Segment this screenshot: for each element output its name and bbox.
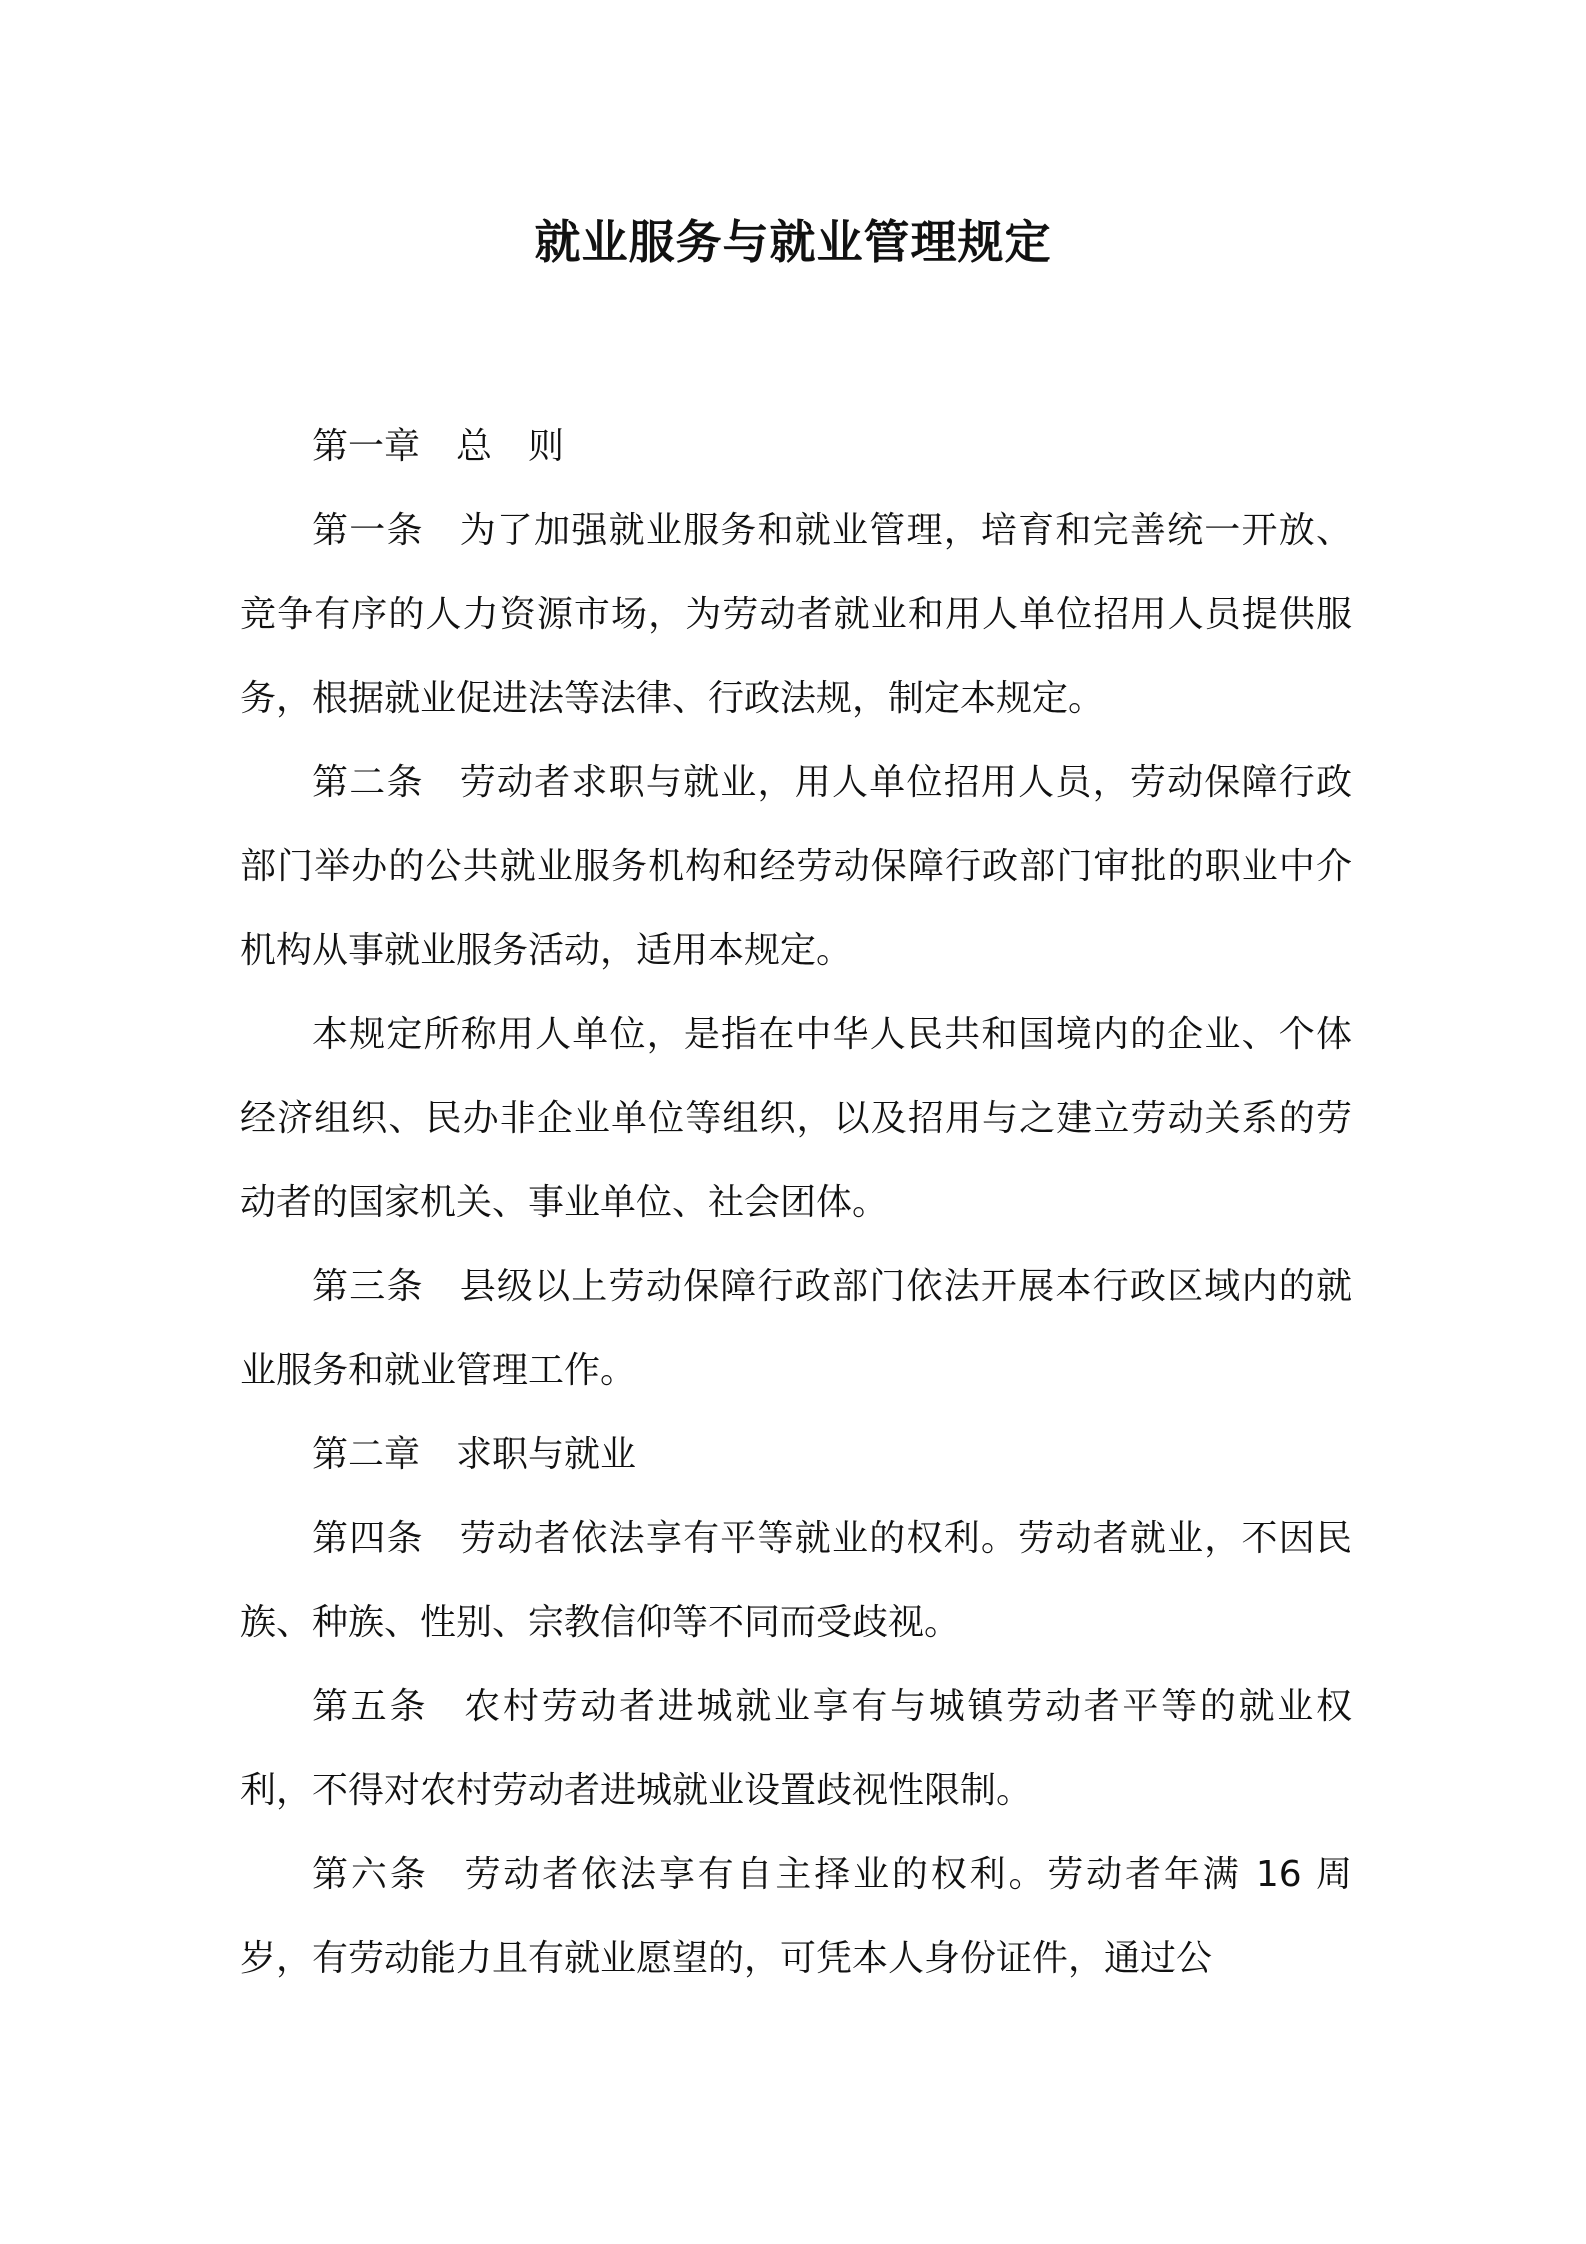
article-label: 第四条 (312, 1518, 424, 1559)
article-text: 为了加强就业服务和就业管理，培育和完善统一开放、竞争有序的人力资源市场，为劳动者就业和用人单位招用人员提供服务，根据就业促进法等法律、行政法规，制定本规定。 (240, 510, 1352, 719)
article-paragraph (240, 1245, 1352, 1413)
chapter-label: 第一章 (312, 426, 421, 467)
document-body (240, 405, 1352, 2001)
document-title: 就业服务与就业管理规定 (534, 215, 1052, 269)
article-text: 劳动者求职与就业，用人单位招用人员，劳动保障行政部门举办的公共就业服务机构和经劳动保障行政部门审批的职业中介机构从事就业服务活动，适用本规定。 (240, 762, 1352, 971)
article-label: 第二条 (312, 762, 424, 803)
article-paragraph (240, 489, 1352, 741)
article-paragraph (240, 1833, 1352, 2001)
chapter-heading-2 (240, 1413, 1352, 1497)
chapter-title-part: 总 (456, 426, 493, 467)
article-text: 农村劳动者进城就业享有与城镇劳动者平等的就业权利，不得对农村劳动者进城就业设置歧视性限制。 (240, 1686, 1352, 1811)
article-paragraph (240, 993, 1352, 1245)
chapter-title-part: 则 (528, 426, 565, 467)
article-paragraph (240, 1497, 1352, 1665)
article-text: 劳动者依法享有自主择业的权利。劳动者年满 16 周岁，有劳动能力且有就业愿望的，可凭本人身份证件，通过公 (240, 1854, 1352, 1979)
article-label: 第一条 (312, 510, 424, 551)
article-paragraph (240, 741, 1352, 993)
article-label: 第六条 (312, 1854, 429, 1895)
chapter-label: 第二章 (312, 1434, 421, 1475)
article-text: 本规定所称用人单位，是指在中华人民共和国境内的企业、个体经济组织、民办非企业单位等组织，以及招用与之建立劳动关系的劳动者的国家机关、事业单位、社会团体。 (240, 1014, 1352, 1223)
article-label: 第三条 (312, 1266, 424, 1307)
article-paragraph (240, 1665, 1352, 1833)
chapter-title: 求职与就业 (456, 1434, 637, 1475)
article-label: 第五条 (312, 1686, 429, 1727)
chapter-heading-1 (240, 405, 1352, 489)
article-text: 县级以上劳动保障行政部门依法开展本行政区域内的就业服务和就业管理工作。 (240, 1266, 1352, 1391)
article-text: 劳动者依法享有平等就业的权利。劳动者就业，不因民族、种族、性别、宗教信仰等不同而受歧视。 (240, 1518, 1352, 1643)
